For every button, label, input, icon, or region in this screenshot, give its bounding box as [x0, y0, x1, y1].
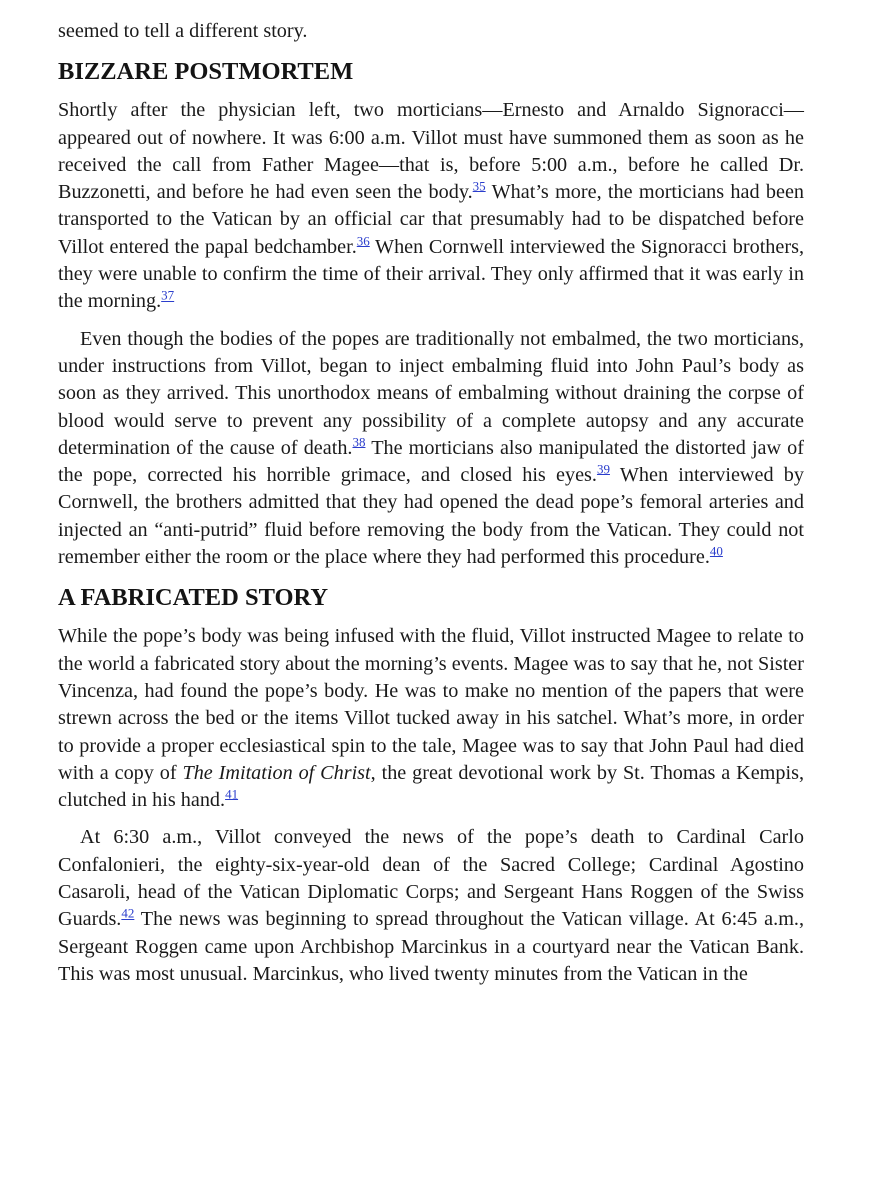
text-run: When Cornwell interviewed the Signoracci brothers, they were unable to confirm the time of their arrival. They only affirmed that it was early in the morning.	[58, 235, 804, 313]
section-heading-fabricated-story: A FABRICATED STORY	[58, 584, 329, 612]
footnote-link-41[interactable]: 41	[225, 786, 239, 802]
paragraph-morticians-arrival	[58, 97, 804, 315]
book-title: The Imitation of Christ	[182, 761, 371, 784]
text-run: The news was beginning to spread throughout the Vatican village. At 6:45 a.m., Sergeant Roggen came upon Archbishop Marcinkus in a courtyard near the Vatican Bank. This was most unusual. Marcinkus, who lived twenty minutes from the Vatican in the	[58, 908, 804, 985]
paragraph-fabricated-story	[58, 623, 804, 814]
text-run: When interviewed by Cornwell, the brothers admitted that they had opened the dead pope’s femoral arteries and injected an “anti-putrid” fluid before removing the body from the Vatican. They could not remember either the room or the place where they had performed this procedure.	[58, 464, 804, 569]
text-run: At 6:30 a.m., Villot conveyed the news of the pope’s death to Cardinal Carlo Confalonieri, the eighty-six-year-old dean of the Sacred College; Cardinal Agostino Casaroli, head of the Vatican Diplomatic Corps; and Sergeant Hans Roggen of the Swiss Guards.	[58, 826, 804, 931]
text-run: While the pope’s body was being infused with the fluid, Villot instructed Magee to relate to the world a fabricated story about the morning’s events. Magee was to say that he, not Sister Vincenza, had found the pope’s body. He was to make no mention of the papers that were strewn across the bed or the items Villot tucked away in his satchel. What’s more, in order to provide a proper ecclesiastical spin to the tale, Magee was to say that John Paul had died with a copy of	[58, 625, 804, 784]
footnote-link-37[interactable]: 37	[161, 287, 175, 303]
book-page	[58, 10, 804, 998]
footnote-link-38[interactable]: 38	[352, 434, 366, 450]
footnote-link-42[interactable]: 42	[121, 905, 135, 921]
paragraph-embalming	[58, 326, 804, 572]
intro-fragment: seemed to tell a different story.	[58, 20, 308, 42]
text-run: Even though the bodies of the popes are traditionally not embalmed, the two morticians, under instructions from Villot, began to inject embalming fluid into John Paul’s body as soon as they arrived. This unorthodox means of embalming without draining the corpse of blood would serve to prevent any possibility of a complete autopsy and any accurate determination of the cause of death.	[58, 327, 804, 459]
text-run: The morticians also manipulated the distorted jaw of the pope, corrected his horrible grimace, and closed his eyes.	[58, 436, 805, 487]
text-run: What’s more, the morticians had been transported to the Vatican by an official car that presumably had to be dispatched before Villot entered the papal bedchamber.	[58, 181, 804, 258]
footnote-link-35[interactable]: 35	[472, 178, 486, 194]
text-run: Shortly after the physician left, two morticians—Ernesto and Arnaldo Signoracci—appeared out of nowhere. It was 6:00 a.m. Villot must have summoned them as soon as he received the call from Father Magee—that is, before 5:00 a.m., before he called Dr. Buzzonetti, and before he had even seen the body.	[58, 99, 804, 204]
paragraph-news-spreads	[58, 824, 804, 988]
section-heading-postmortem: BIZZARE POSTMORTEM	[58, 58, 354, 86]
text-run: , the great devotional work by St. Thomas a Kempis, clutched in his hand.	[58, 761, 804, 812]
footnote-link-39[interactable]: 39	[596, 461, 610, 477]
footnote-link-40[interactable]: 40	[709, 543, 723, 559]
footnote-link-36[interactable]: 36	[356, 233, 370, 249]
